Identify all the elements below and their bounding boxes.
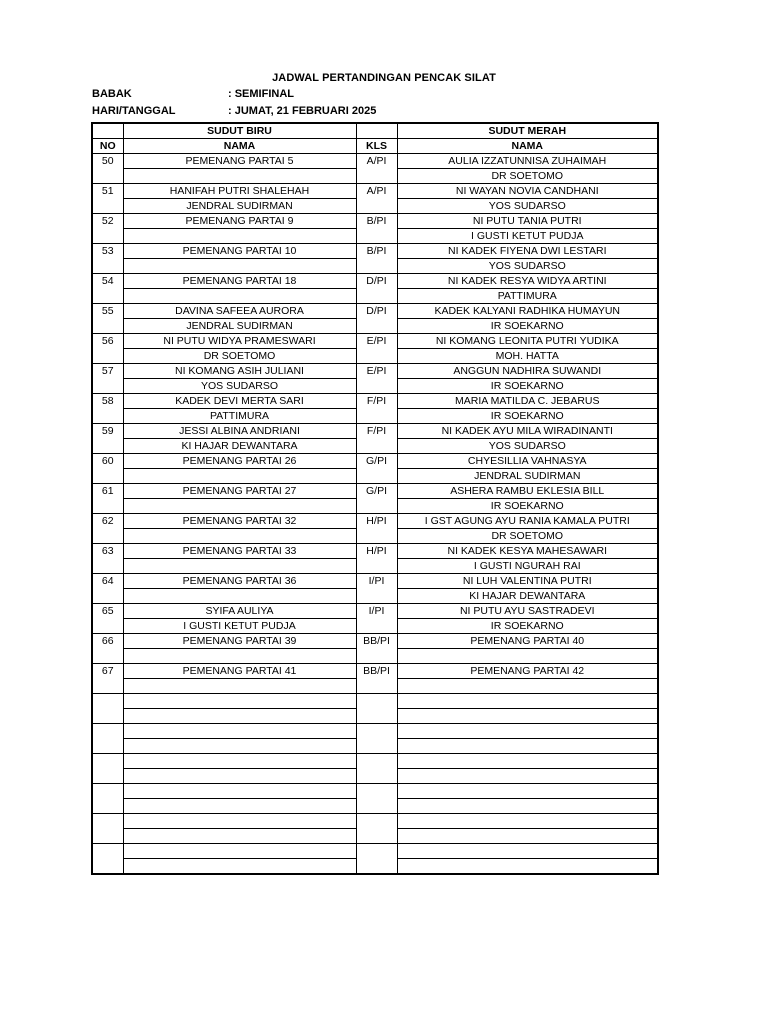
match-number: 67: [92, 664, 123, 694]
blue-team-name: [123, 679, 356, 694]
blue-athlete-name: NI PUTU WIDYA PRAMESWARI: [123, 334, 356, 349]
match-number: [92, 814, 123, 844]
red-athlete-name: NI KADEK RESYA WIDYA ARTINI: [397, 274, 658, 289]
red-team-name: DR SOETOMO: [397, 169, 658, 184]
red-athlete-name: NI KOMANG LEONITA PUTRI YUDIKA: [397, 334, 658, 349]
match-number: [92, 724, 123, 754]
match-class: BB/PI: [356, 634, 397, 664]
match-row: [92, 214, 658, 229]
blue-team-name: [123, 799, 356, 814]
blue-athlete-name: PEMENANG PARTAI 5: [123, 154, 356, 169]
match-row: [92, 424, 658, 439]
match-number: 55: [92, 304, 123, 334]
blue-team-name: KI HAJAR DEWANTARA: [123, 439, 356, 454]
match-class: I/PI: [356, 604, 397, 634]
red-athlete-name: NI PUTU TANIA PUTRI: [397, 214, 658, 229]
blue-athlete-name: PEMENANG PARTAI 26: [123, 454, 356, 469]
match-class: H/PI: [356, 544, 397, 574]
match-row: [92, 694, 658, 709]
red-team-name: KI HAJAR DEWANTARA: [397, 589, 658, 604]
red-athlete-name: NI KADEK KESYA MAHESAWARI: [397, 544, 658, 559]
red-name-column-header: NAMA: [397, 139, 658, 154]
red-team-name: YOS SUDARSO: [397, 439, 658, 454]
match-row: [92, 754, 658, 769]
red-team-name: MOH. HATTA: [397, 349, 658, 364]
red-team-name: [397, 859, 658, 875]
match-row: [92, 154, 658, 169]
match-row: [92, 244, 658, 259]
red-athlete-name: NI KADEK FIYENA DWI LESTARI: [397, 244, 658, 259]
red-team-name: IR SOEKARNO: [397, 409, 658, 424]
blue-athlete-name: [123, 694, 356, 709]
match-class: [356, 694, 397, 724]
match-number: 54: [92, 274, 123, 304]
match-number: 60: [92, 454, 123, 484]
match-class: [356, 784, 397, 814]
red-athlete-name: [397, 844, 658, 859]
blue-team-name: [123, 499, 356, 514]
match-class: BB/PI: [356, 664, 397, 694]
red-athlete-name: NI KADEK AYU MILA WIRADINANTI: [397, 424, 658, 439]
red-team-name: I GUSTI KETUT PUDJA: [397, 229, 658, 244]
red-athlete-name: ANGGUN NADHIRA SUWANDI: [397, 364, 658, 379]
match-class: B/PI: [356, 244, 397, 274]
blue-team-name: JENDRAL SUDIRMAN: [123, 319, 356, 334]
blue-team-name: I GUSTI KETUT PUDJA: [123, 619, 356, 634]
match-number: 53: [92, 244, 123, 274]
babak-label: BABAK: [92, 88, 132, 100]
match-number: [92, 844, 123, 875]
kls-header-spacer: [356, 123, 397, 139]
match-number: 52: [92, 214, 123, 244]
match-class: F/PI: [356, 394, 397, 424]
blue-team-name: [123, 739, 356, 754]
match-row: [92, 844, 658, 859]
match-class: I/PI: [356, 574, 397, 604]
match-class: D/PI: [356, 304, 397, 334]
match-row: [92, 784, 658, 799]
red-athlete-name: NI WAYAN NOVIA CANDHANI: [397, 184, 658, 199]
blue-athlete-name: [123, 844, 356, 859]
red-athlete-name: PEMENANG PARTAI 42: [397, 664, 658, 679]
blue-athlete-name: [123, 754, 356, 769]
document-title: JADWAL PERTANDINGAN PENCAK SILAT: [272, 72, 496, 84]
match-number: 61: [92, 484, 123, 514]
blue-athlete-name: JESSI ALBINA ANDRIANI: [123, 424, 356, 439]
blue-athlete-name: PEMENANG PARTAI 18: [123, 274, 356, 289]
blue-team-name: PATTIMURA: [123, 409, 356, 424]
match-number: 66: [92, 634, 123, 664]
red-athlete-name: [397, 754, 658, 769]
match-number: [92, 754, 123, 784]
red-team-name: DR SOETOMO: [397, 529, 658, 544]
match-class: [356, 844, 397, 875]
blue-name-column-header: NAMA: [123, 139, 356, 154]
blue-athlete-name: PEMENANG PARTAI 27: [123, 484, 356, 499]
match-class: [356, 754, 397, 784]
match-row: [92, 664, 658, 679]
no-column-header: NO: [92, 139, 123, 154]
red-athlete-name: KADEK KALYANI RADHIKA HUMAYUN: [397, 304, 658, 319]
match-number: 62: [92, 514, 123, 544]
match-number: 58: [92, 394, 123, 424]
match-row: [92, 454, 658, 469]
blue-team-name: [123, 229, 356, 244]
red-athlete-name: NI LUH VALENTINA PUTRI: [397, 574, 658, 589]
blue-athlete-name: PEMENANG PARTAI 39: [123, 634, 356, 649]
blue-team-name: [123, 829, 356, 844]
red-athlete-name: MARIA MATILDA C. JEBARUS: [397, 394, 658, 409]
match-class: A/PI: [356, 184, 397, 214]
red-team-name: IR SOEKARNO: [397, 619, 658, 634]
match-row: [92, 724, 658, 739]
blue-athlete-name: PEMENANG PARTAI 41: [123, 664, 356, 679]
match-number: 50: [92, 154, 123, 184]
blue-athlete-name: DAVINA SAFEEA AURORA: [123, 304, 356, 319]
column-header-row: [92, 139, 658, 154]
match-row: [92, 544, 658, 559]
match-row: [92, 634, 658, 649]
blue-athlete-name: HANIFAH PUTRI SHALEHAH: [123, 184, 356, 199]
red-team-name: [397, 649, 658, 664]
blue-athlete-name: PEMENANG PARTAI 36: [123, 574, 356, 589]
red-team-name: YOS SUDARSO: [397, 259, 658, 274]
match-row: [92, 394, 658, 409]
red-athlete-name: ASHERA RAMBU EKLESIA BILL: [397, 484, 658, 499]
blue-team-name: [123, 589, 356, 604]
match-row: [92, 514, 658, 529]
red-athlete-name: [397, 784, 658, 799]
red-team-name: PATTIMURA: [397, 289, 658, 304]
match-row: [92, 604, 658, 619]
blue-athlete-name: PEMENANG PARTAI 9: [123, 214, 356, 229]
blue-team-name: [123, 529, 356, 544]
match-number: [92, 784, 123, 814]
match-class: [356, 814, 397, 844]
red-athlete-name: [397, 814, 658, 829]
match-number: 64: [92, 574, 123, 604]
red-team-name: JENDRAL SUDIRMAN: [397, 469, 658, 484]
blue-team-name: [123, 289, 356, 304]
match-class: [356, 724, 397, 754]
red-team-name: IR SOEKARNO: [397, 499, 658, 514]
blue-athlete-name: [123, 724, 356, 739]
blue-team-name: [123, 259, 356, 274]
match-class: H/PI: [356, 514, 397, 544]
match-class: G/PI: [356, 484, 397, 514]
blue-athlete-name: SYIFA AULIYA: [123, 604, 356, 619]
match-number: 59: [92, 424, 123, 454]
match-class: B/PI: [356, 214, 397, 244]
red-athlete-name: AULIA IZZATUNNISA ZUHAIMAH: [397, 154, 658, 169]
hari-tanggal-value: : JUMAT, 21 FEBRUARI 2025: [228, 105, 377, 117]
red-team-name: [397, 709, 658, 724]
match-row: [92, 574, 658, 589]
red-team-name: [397, 829, 658, 844]
match-number: [92, 694, 123, 724]
red-athlete-name: CHYESILLIA VAHNASYA: [397, 454, 658, 469]
babak-row: [92, 88, 294, 100]
match-class: E/PI: [356, 334, 397, 364]
match-number: 51: [92, 184, 123, 214]
red-team-name: [397, 769, 658, 784]
kls-column-header: KLS: [356, 139, 397, 154]
corner-header-row: [92, 123, 658, 139]
match-number: 56: [92, 334, 123, 364]
red-team-name: YOS SUDARSO: [397, 199, 658, 214]
match-schedule-table: [91, 122, 659, 875]
match-row: [92, 274, 658, 289]
match-number: 65: [92, 604, 123, 634]
match-rows: [92, 154, 658, 875]
red-athlete-name: [397, 724, 658, 739]
blue-team-name: [123, 469, 356, 484]
blue-team-name: [123, 769, 356, 784]
blue-athlete-name: [123, 784, 356, 799]
blue-athlete-name: PEMENANG PARTAI 33: [123, 544, 356, 559]
match-class: E/PI: [356, 364, 397, 394]
blue-team-name: [123, 709, 356, 724]
sudut-merah-header: SUDUT MERAH: [397, 123, 658, 139]
blue-athlete-name: PEMENANG PARTAI 32: [123, 514, 356, 529]
blue-team-name: DR SOETOMO: [123, 349, 356, 364]
red-team-name: [397, 679, 658, 694]
blue-athlete-name: NI KOMANG ASIH JULIANI: [123, 364, 356, 379]
match-row: [92, 364, 658, 379]
match-row: [92, 334, 658, 349]
match-class: G/PI: [356, 454, 397, 484]
blue-team-name: JENDRAL SUDIRMAN: [123, 199, 356, 214]
red-athlete-name: NI PUTU AYU SASTRADEVI: [397, 604, 658, 619]
blue-team-name: [123, 649, 356, 664]
blue-athlete-name: [123, 814, 356, 829]
blue-athlete-name: KADEK DEVI MERTA SARI: [123, 394, 356, 409]
corner-header-spacer: [92, 123, 123, 139]
blue-athlete-name: PEMENANG PARTAI 10: [123, 244, 356, 259]
match-row: [92, 304, 658, 319]
blue-team-name: [123, 559, 356, 574]
red-team-name: [397, 739, 658, 754]
red-team-name: [397, 799, 658, 814]
blue-team-name: YOS SUDARSO: [123, 379, 356, 394]
red-athlete-name: I GST AGUNG AYU RANIA KAMALA PUTRI: [397, 514, 658, 529]
hari-tanggal-label: HARI/TANGGAL: [92, 105, 176, 117]
hari-tanggal-row: [92, 105, 376, 117]
red-athlete-name: PEMENANG PARTAI 40: [397, 634, 658, 649]
red-athlete-name: [397, 694, 658, 709]
match-class: F/PI: [356, 424, 397, 454]
match-class: A/PI: [356, 154, 397, 184]
sudut-biru-header: SUDUT BIRU: [123, 123, 356, 139]
red-team-name: IR SOEKARNO: [397, 379, 658, 394]
blue-team-name: [123, 859, 356, 875]
blue-team-name: [123, 169, 356, 184]
red-team-name: IR SOEKARNO: [397, 319, 658, 334]
red-team-name: I GUSTI NGURAH RAI: [397, 559, 658, 574]
match-row: [92, 184, 658, 199]
match-number: 57: [92, 364, 123, 394]
match-number: 63: [92, 544, 123, 574]
babak-value: : SEMIFINAL: [228, 88, 294, 100]
match-row: [92, 484, 658, 499]
match-class: D/PI: [356, 274, 397, 304]
match-row: [92, 814, 658, 829]
